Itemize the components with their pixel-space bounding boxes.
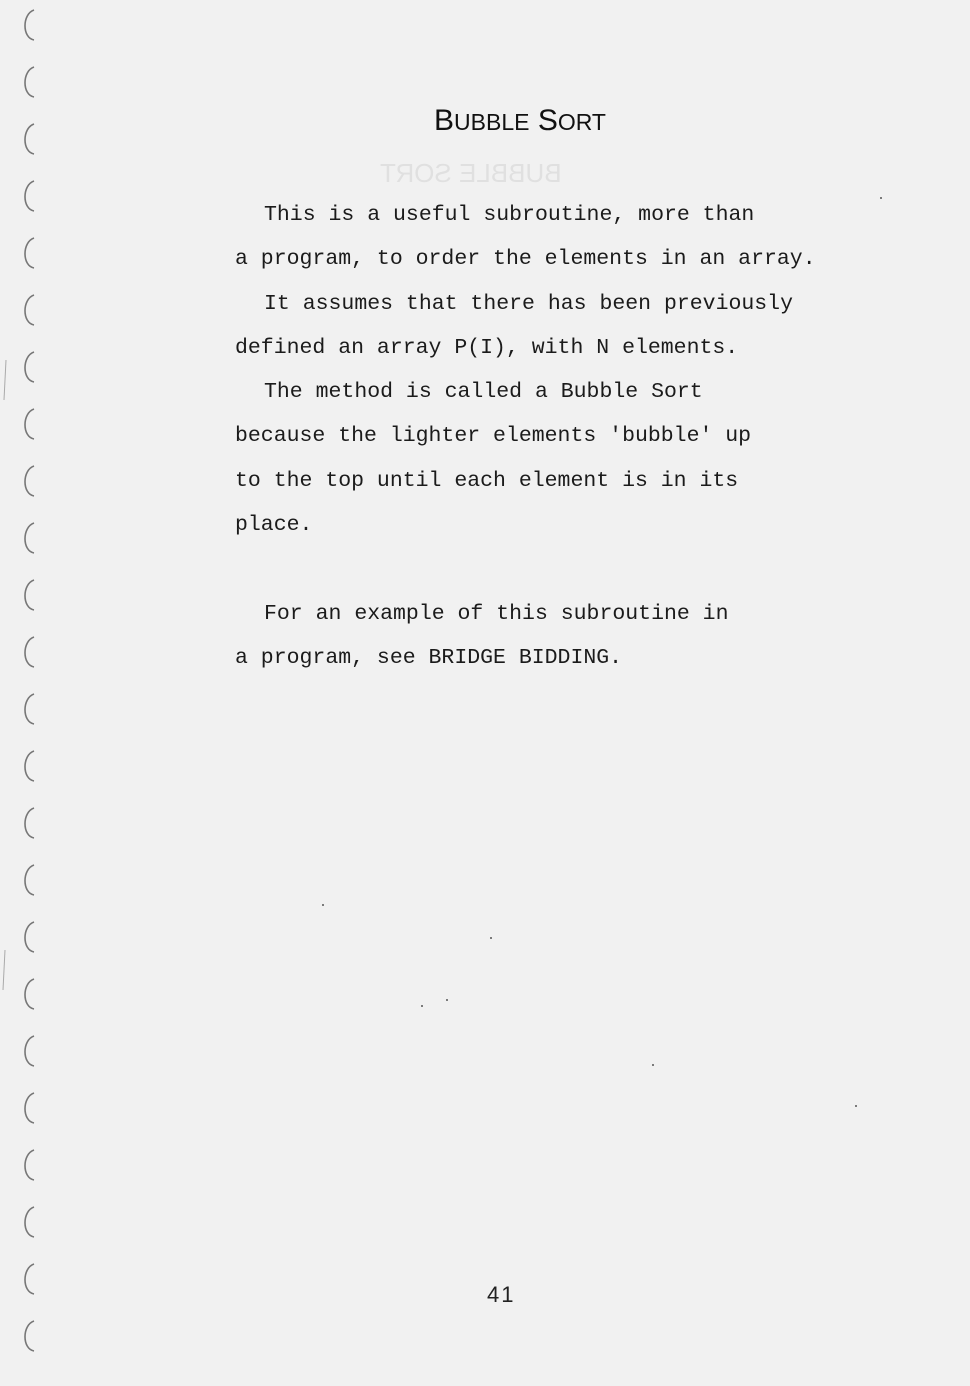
blank-line xyxy=(235,547,935,591)
title-word2-cap: S xyxy=(537,104,558,137)
text-line: The method is called a Bubble Sort xyxy=(264,380,703,405)
paper-speck xyxy=(490,937,492,939)
text-line: place. xyxy=(235,513,313,538)
paper-speck xyxy=(446,999,448,1001)
text-line: to the top until each element is in its xyxy=(235,468,739,493)
text-line: For an example of this subroutine in xyxy=(264,601,729,626)
body-text xyxy=(235,193,935,680)
title-word2-rest: ORT xyxy=(557,109,606,135)
text-line: defined an array P(I), with N elements. xyxy=(235,335,739,360)
text-line: This is a useful subroutine, more than xyxy=(264,203,755,227)
paper-speck xyxy=(880,197,882,199)
page-title xyxy=(0,104,970,138)
text-line: a program, see BRIDGE BIDDING. xyxy=(235,645,623,670)
spiral-binding-holes xyxy=(0,0,40,1386)
show-through-shadow: BUBBLE SORT xyxy=(380,158,562,188)
page-number: 41 xyxy=(487,1282,516,1307)
title-word1-cap: B xyxy=(434,104,455,137)
text-line: a program, to order the elements in an array. xyxy=(235,247,816,272)
paper-speck xyxy=(855,1105,857,1107)
paper-speck xyxy=(652,1064,654,1066)
title-word1-rest: UBBLE xyxy=(454,109,530,135)
text-line: because the lighter elements 'bubble' up xyxy=(235,424,752,449)
paper-speck xyxy=(322,904,324,906)
paper-speck xyxy=(421,1005,423,1007)
text-line: It assumes that there has been previously xyxy=(264,291,793,316)
